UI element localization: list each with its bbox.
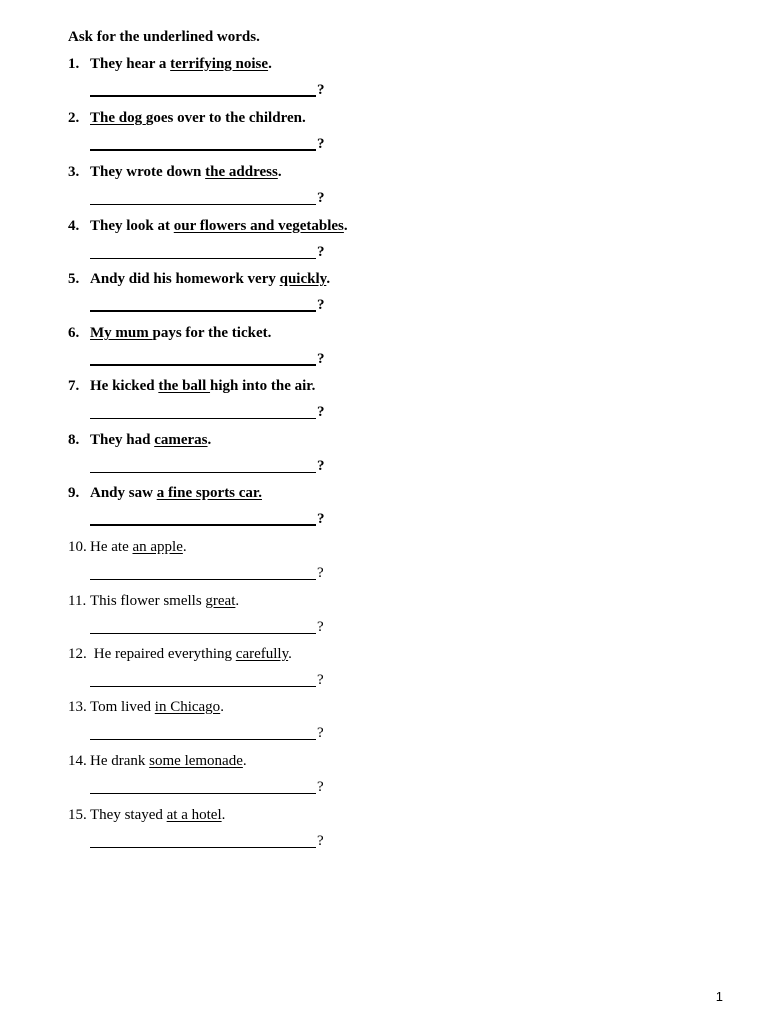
underlined-phrase: The dog — [90, 110, 146, 126]
underlined-phrase: great — [205, 593, 236, 609]
question-number: 8. — [68, 432, 80, 448]
sentence-text: . — [207, 432, 212, 448]
question-item-12 — [68, 645, 668, 689]
answer-line — [90, 310, 316, 312]
sentence-text: . — [242, 753, 247, 769]
sentence-text: This flower smells — [90, 593, 206, 609]
question-number: 9. — [68, 485, 80, 501]
question-sentence — [68, 806, 668, 824]
answer-blank[interactable] — [90, 189, 668, 207]
question-item-15 — [68, 806, 668, 850]
question-item-4 — [68, 217, 668, 261]
question-number: 1. — [68, 56, 80, 72]
question-mark: ? — [317, 458, 325, 474]
question-sentence — [68, 55, 668, 73]
answer-blank[interactable] — [90, 778, 668, 796]
question-mark: ? — [317, 833, 324, 849]
question-number: 3. — [68, 164, 80, 180]
question-sentence — [68, 538, 668, 556]
question-mark: ? — [317, 511, 325, 527]
underlined-phrase: in Chicago — [154, 699, 221, 715]
question-sentence — [68, 645, 668, 663]
sentence-text: They wrote down — [90, 164, 206, 180]
underlined-phrase: our flowers and vegetables — [173, 218, 344, 234]
sentence-text: . — [220, 699, 224, 715]
answer-blank[interactable] — [90, 618, 668, 636]
underlined-phrase: the ball — [158, 378, 211, 394]
answer-line — [90, 149, 316, 151]
sentence-text: pays for the ticket. — [152, 325, 272, 341]
question-sentence — [68, 377, 668, 395]
question-item-3 — [68, 163, 668, 207]
sentence-text: . — [326, 271, 331, 287]
question-mark: ? — [317, 190, 325, 206]
sentence-text: . — [277, 164, 282, 180]
sentence-text: He drank — [90, 753, 150, 769]
sentence-text: . — [182, 539, 187, 555]
answer-blank[interactable] — [90, 296, 668, 314]
question-item-7 — [68, 377, 668, 421]
sentence-text: They stayed — [90, 807, 167, 823]
question-number: 2. — [68, 110, 80, 126]
answer-line — [90, 418, 316, 419]
question-number: 5. — [68, 271, 80, 287]
question-sentence — [68, 109, 668, 127]
question-number: 6. — [68, 325, 80, 341]
question-number: 4. — [68, 218, 80, 234]
question-item-8 — [68, 431, 668, 475]
question-mark: ? — [317, 351, 325, 367]
sentence-text: He kicked — [90, 378, 159, 394]
underlined-phrase: an apple — [132, 539, 183, 555]
answer-line — [90, 258, 316, 259]
underlined-phrase: terrifying noise — [170, 56, 269, 72]
question-mark: ? — [317, 136, 325, 152]
sentence-text: Andy saw — [90, 485, 157, 501]
question-sentence — [68, 752, 668, 770]
underlined-phrase: My mum — [90, 325, 153, 341]
answer-blank[interactable] — [90, 510, 668, 528]
answer-line — [90, 204, 316, 205]
question-number: 7. — [68, 378, 80, 394]
underlined-phrase: some lemonade — [149, 753, 243, 769]
question-mark: ? — [317, 244, 325, 260]
answer-line — [90, 579, 316, 580]
question-number: 10. — [68, 539, 87, 555]
answer-blank[interactable] — [90, 350, 668, 368]
question-sentence — [68, 698, 668, 716]
question-mark: ? — [317, 619, 324, 635]
answer-blank[interactable] — [90, 403, 668, 421]
question-mark: ? — [317, 565, 324, 581]
underlined-phrase: cameras — [154, 432, 208, 448]
answer-blank[interactable] — [90, 671, 668, 689]
sentence-text: Tom lived — [90, 699, 155, 715]
question-item-14 — [68, 752, 668, 796]
question-mark: ? — [317, 297, 325, 313]
answer-blank[interactable] — [90, 243, 668, 261]
answer-line — [90, 364, 316, 366]
sentence-text: He ate — [90, 539, 133, 555]
answer-line — [90, 472, 316, 473]
sentence-text: They hear a — [90, 56, 171, 72]
underlined-phrase: the address — [205, 164, 278, 180]
underlined-phrase: at a hotel — [166, 807, 222, 823]
sentence-text: . — [235, 593, 240, 609]
answer-line — [90, 686, 316, 687]
answer-blank[interactable] — [90, 457, 668, 475]
answer-line — [90, 847, 316, 848]
answer-line — [90, 739, 316, 740]
question-sentence — [68, 592, 668, 610]
answer-blank[interactable] — [90, 564, 668, 582]
answer-line — [90, 633, 316, 634]
sentence-text: They look at — [90, 218, 174, 234]
question-mark: ? — [317, 82, 325, 98]
sentence-text: . — [288, 646, 292, 662]
question-item-5 — [68, 270, 668, 314]
sentence-text: . — [268, 56, 272, 72]
sentence-text: They had — [90, 432, 155, 448]
question-number: 13. — [68, 699, 87, 715]
question-item-6 — [68, 324, 668, 368]
question-sentence — [68, 163, 668, 181]
question-mark: ? — [317, 404, 325, 420]
answer-line — [90, 524, 316, 526]
question-sentence — [68, 484, 668, 502]
question-sentence — [68, 217, 668, 235]
question-number: 15. — [68, 807, 87, 823]
answer-line — [90, 95, 316, 97]
question-item-13 — [68, 698, 668, 742]
sentence-text: . — [343, 218, 348, 234]
question-sentence — [68, 324, 668, 342]
question-mark: ? — [317, 725, 324, 741]
question-mark: ? — [317, 672, 324, 688]
question-sentence — [68, 270, 668, 288]
sentence-text: goes over to the children. — [145, 110, 306, 126]
sentence-text: He repaired everything — [90, 646, 236, 662]
answer-line — [90, 793, 316, 794]
question-item-9 — [68, 484, 668, 528]
underlined-phrase: carefully — [235, 646, 289, 662]
question-item-1 — [68, 55, 668, 99]
question-item-10 — [68, 538, 668, 582]
question-item-11 — [68, 592, 668, 636]
answer-blank[interactable] — [90, 81, 668, 99]
question-mark: ? — [317, 779, 324, 795]
underlined-phrase: quickly — [279, 271, 327, 287]
question-number: 12. — [68, 646, 87, 662]
question-item-2 — [68, 109, 668, 153]
underlined-phrase: a fine sports car. — [156, 485, 262, 501]
answer-blank[interactable] — [90, 135, 668, 153]
question-number: 11. — [68, 593, 87, 609]
sentence-text: high into the air. — [210, 378, 316, 394]
sentence-text: . — [221, 807, 226, 823]
worksheet-title: Ask for the underlined words. — [68, 29, 260, 45]
page-number: 1 — [715, 989, 723, 1004]
sentence-text: Andy did his homework very — [90, 271, 280, 287]
answer-blank[interactable] — [90, 832, 668, 850]
question-number: 14. — [68, 753, 87, 769]
question-sentence — [68, 431, 668, 449]
answer-blank[interactable] — [90, 724, 668, 742]
